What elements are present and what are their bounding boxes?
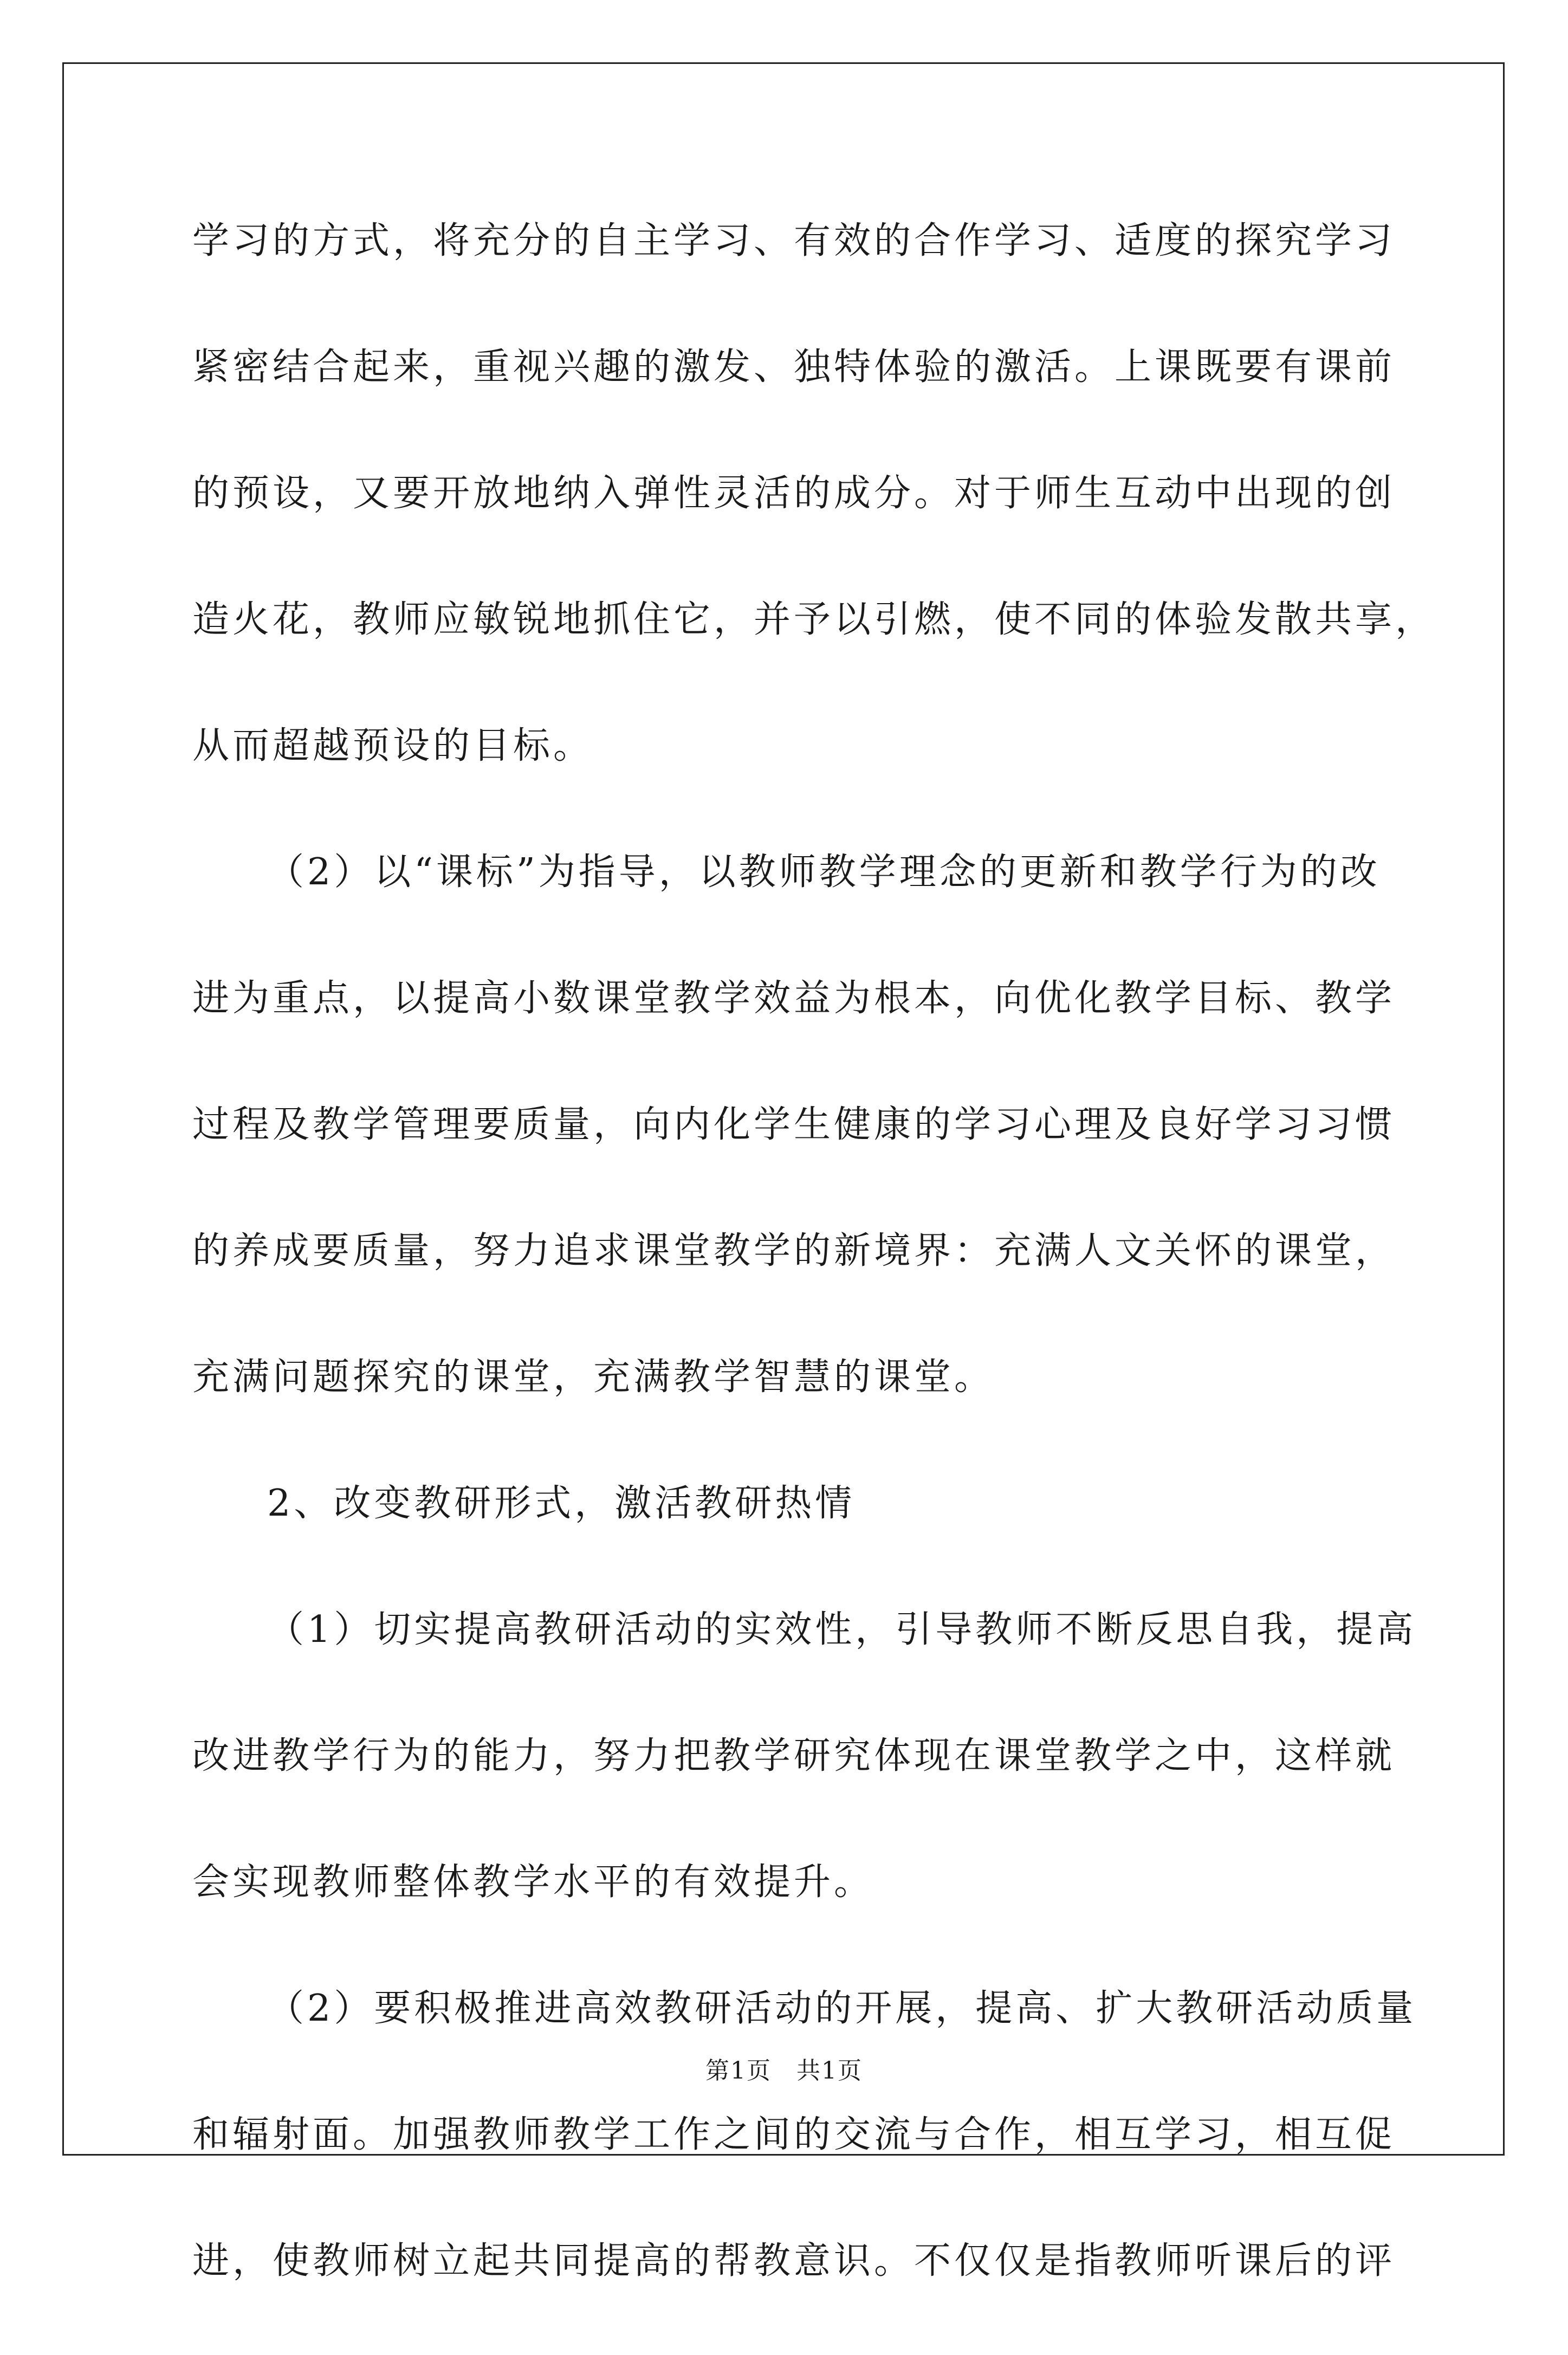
text-line: 改进教学行为的能力，努力把教学研究体现在课堂教学之中，这样就 (192, 1735, 1396, 1777)
text-line: 的预设，又要开放地纳入弹性灵活的成分。对于师生互动中出现的创 (192, 472, 1396, 515)
text-line: 造火花，教师应敏锐地抓住它，并予以引燃，使不同的体验发散共享， (192, 598, 1436, 641)
text-line: 紧密结合起来，重视兴趣的激发、独特体验的激活。上课既要有课前 (192, 346, 1396, 389)
paragraph-start-line: （1）切实提高教研活动的实效性，引导教师不断反思自我，提高 (267, 1608, 1417, 1651)
text-line: 的养成要质量，努力追求课堂教学的新境界：充满人文关怀的课堂， (192, 1230, 1396, 1272)
text-line: 充满问题探究的课堂，充满教学智慧的课堂。 (192, 1356, 995, 1399)
text-line: 从而超越预设的目标。 (192, 724, 594, 767)
document-body (192, 209, 1436, 2355)
text-line: 进为重点，以提高小数课堂教学效益为根本，向优化教学目标、教学 (192, 977, 1396, 1020)
text-line: 学习的方式，将充分的自主学习、有效的合作学习、适度的探究学习 (192, 219, 1396, 262)
paragraph-start-line: （2）以“课标”为指导，以教师教学理念的更新和教学行为的改 (267, 851, 1381, 894)
paragraph-start-line: （2）要积极推进高效教研活动的开展，提高、扩大教研活动质量 (267, 1987, 1417, 2030)
section-heading: 2、改变教研形式，激活教研热情 (267, 1482, 856, 1525)
text-line: 进，使教师树立起共同提高的帮教意识。不仅仅是指教师听课后的评 (192, 2240, 1396, 2282)
text-line: 和辐射面。加强教师教学工作之间的交流与合作，相互学习，相互促 (192, 2113, 1396, 2156)
text-line: 过程及教学管理要质量，向内化学生健康的学习心理及良好学习习惯 (192, 1103, 1396, 1146)
text-line: 会实现教师整体教学水平的有效提升。 (192, 1861, 874, 1904)
page-number-footer: 第1页 共1页 (705, 2057, 863, 2085)
